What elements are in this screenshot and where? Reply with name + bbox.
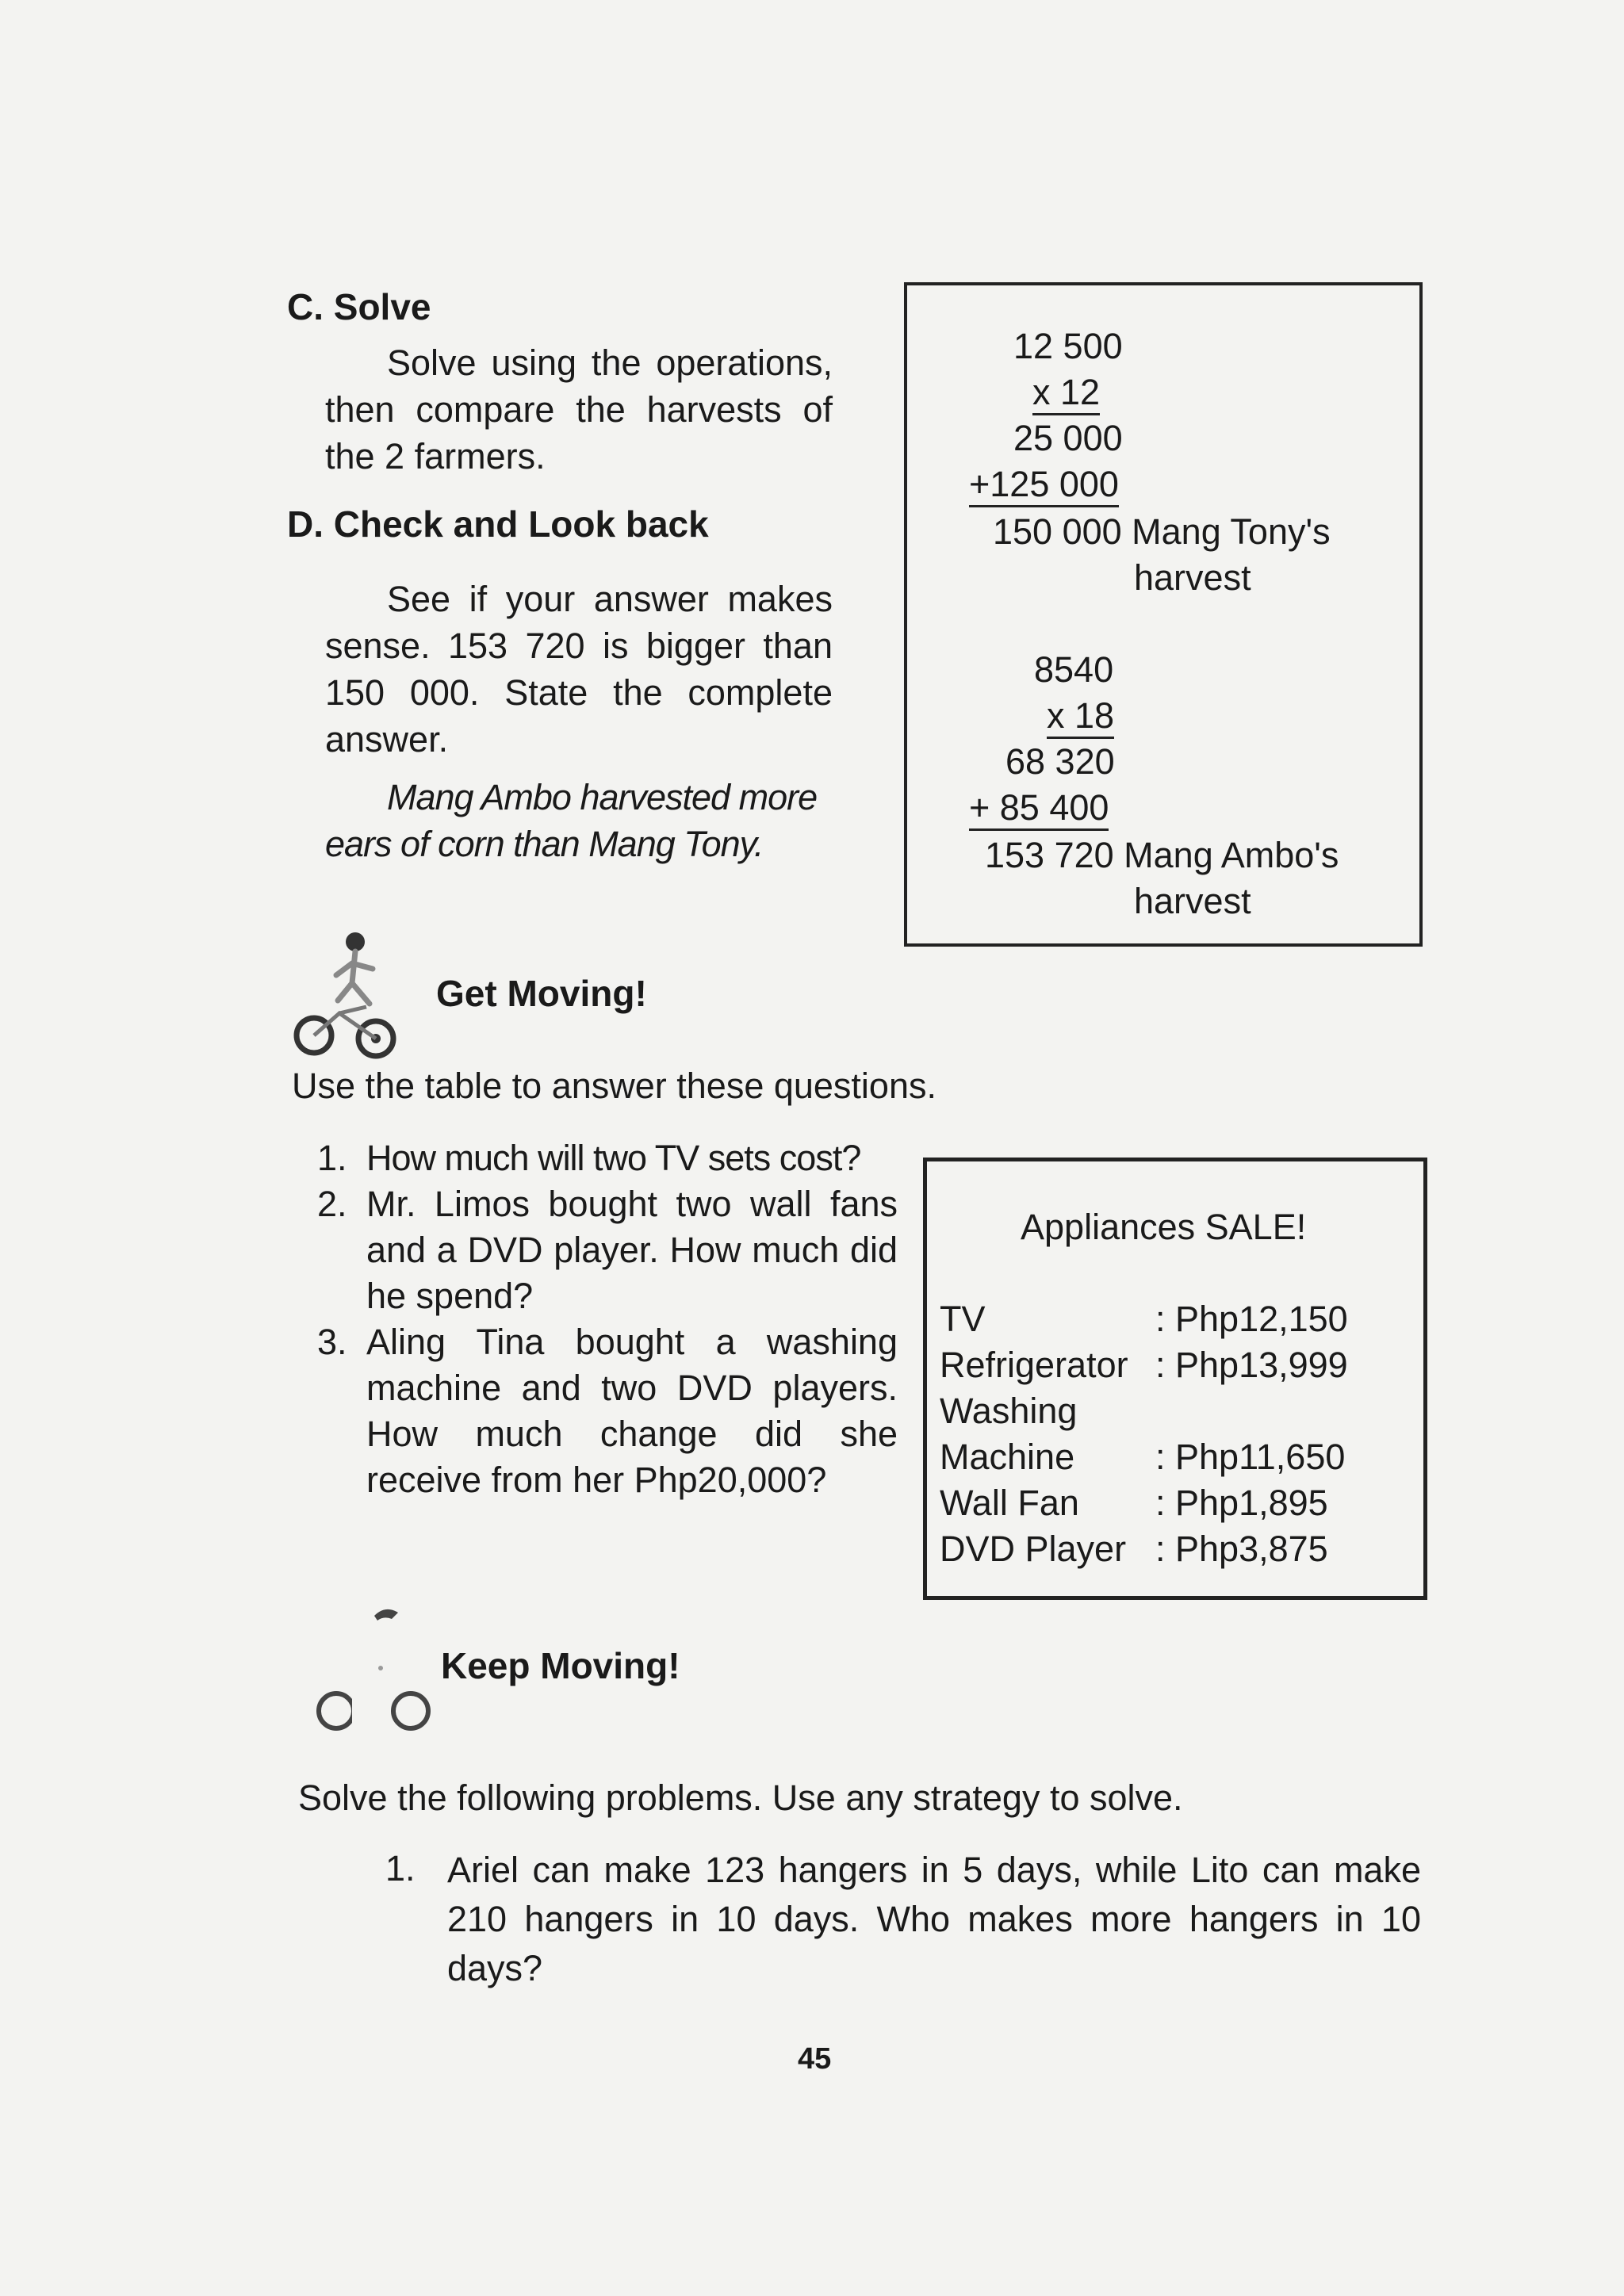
question-text: How much will two TV sets cost? [366,1138,861,1178]
get-moving-heading: Get Moving! [436,973,647,1014]
computation-box [904,282,1423,947]
section-c-heading: C. Solve [287,286,431,327]
sale-item: Washing [940,1391,1078,1431]
bicycle-rider-icon [290,928,401,1062]
ambo-result-cont: harvest [1134,881,1251,921]
sale-item: DVD Player [940,1529,1127,1569]
question-number: 1. [317,1138,347,1178]
question-text: Mr. Limos bought two wall fans and a DVD player. How much did he spend? [366,1184,898,1316]
tony-partial-1: 25 000 [1013,418,1123,458]
tony-multiplier-wrap [1032,369,1100,415]
sale-price: : Php1,895 [1155,1483,1328,1523]
tony-result-cont: harvest [1134,557,1251,598]
ambo-partial-2: + 85 400 [969,787,1109,831]
section-c-body: Solve using the operations, then compare the harvests of the 2 farmers. [325,342,833,476]
list-item [385,1846,1432,1988]
question-number: 2. [317,1184,347,1224]
list-item [317,1319,898,1510]
list-item [317,1181,898,1324]
bicycle-icon [309,1601,436,1744]
problem-number: 1. [385,1848,416,1888]
ambo-partial-1: 68 320 [1005,741,1115,782]
section-d-answer: Mang Ambo harvested more ears of corn than Mang Tony. [325,777,818,864]
tony-partial-2: +125 000 [969,464,1119,507]
sale-item: Refrigerator [940,1345,1128,1385]
tony-result: 150 000 Mang Tony's [993,511,1331,552]
ambo-multiplier-wrap [1047,693,1114,739]
sale-item: TV [940,1299,986,1339]
keep-moving-heading: Keep Moving! [441,1645,680,1686]
problem-text: Ariel can make 123 hangers in 5 days, while Lito can make 210 hangers in 10 days. Who makes more hangers in 10 days? [447,1850,1421,1988]
ambo-result: 153 720 Mang Ambo's [985,835,1339,875]
section-d-heading: D. Check and Look back [287,503,709,545]
question-number: 3. [317,1322,347,1362]
ambo-multiplier: x 18 [1047,695,1114,739]
sale-item: Machine [940,1437,1075,1477]
sale-price: : Php11,650 [1155,1437,1346,1477]
page-number: 45 [798,2042,832,2076]
tony-multiplicand: 12 500 [1013,326,1123,366]
tony-partial-2-wrap [969,461,1119,507]
appliances-sale-table [923,1158,1427,1600]
ambo-multiplicand: 8540 [1034,649,1114,690]
sale-table-title: Appliances SALE! [1021,1207,1307,1247]
ambo-partial-2-wrap [969,785,1109,831]
question-text: Aling Tina bought a washing machine and two DVD players. How much change did she receive from her Php20,000? [366,1322,898,1500]
get-moving-intro: Use the table to answer these questions. [292,1066,936,1106]
sale-price: : Php3,875 [1155,1529,1328,1569]
keep-moving-intro: Solve the following problems. Use any strategy to solve. [298,1777,1183,1818]
sale-price: : Php13,999 [1155,1345,1348,1385]
tony-multiplier: x 12 [1032,372,1100,415]
sale-item: Wall Fan [940,1483,1079,1523]
section-d-body: See if your answer makes sense. 153 720 is bigger than 150 000. State the complete answer. [325,579,833,760]
sale-price: : Php12,150 [1155,1299,1348,1339]
